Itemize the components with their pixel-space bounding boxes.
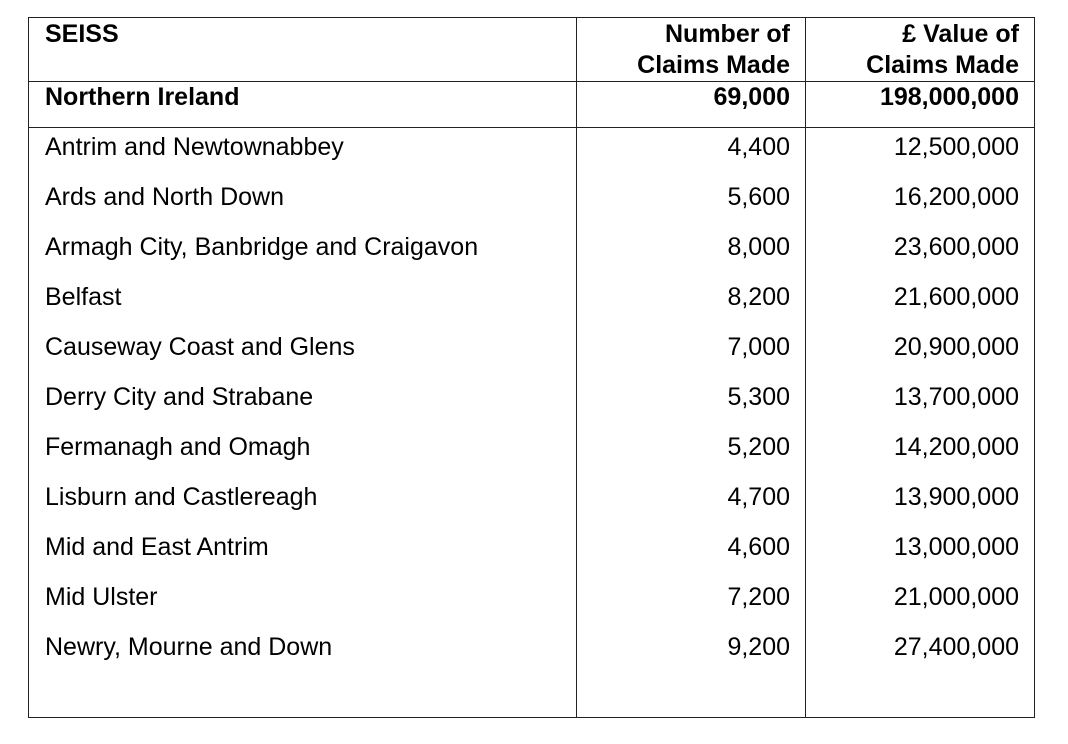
council-value: 20,900,000 [806, 328, 1035, 378]
council-value: 23,600,000 [806, 228, 1035, 278]
table-row [29, 128, 1035, 179]
council-claims: 8,000 [577, 228, 806, 278]
table-row [29, 378, 1035, 428]
council-value: 12,500,000 [806, 128, 1035, 179]
council-claims: 5,200 [577, 428, 806, 478]
council-claims: 5,300 [577, 378, 806, 428]
council-claims: 9,200 [577, 628, 806, 678]
council-value: 13,000,000 [806, 528, 1035, 578]
empty-cell [806, 678, 1035, 718]
table-row [29, 628, 1035, 678]
table-row [29, 278, 1035, 328]
header-number-of-claims: Number of Claims Made [577, 18, 806, 82]
seiss-claims-table [28, 17, 1035, 718]
table-row [29, 328, 1035, 378]
total-value: 198,000,000 [806, 82, 1035, 128]
council-name: Mid Ulster [29, 578, 577, 628]
total-name: Northern Ireland [29, 82, 577, 128]
council-name: Ards and North Down [29, 178, 577, 228]
council-name: Derry City and Strabane [29, 378, 577, 428]
council-claims: 4,400 [577, 128, 806, 179]
council-name: Belfast [29, 278, 577, 328]
header-value-of-claims: £ Value of Claims Made [806, 18, 1035, 82]
table-row [29, 428, 1035, 478]
council-value: 13,700,000 [806, 378, 1035, 428]
header-row [29, 18, 1035, 82]
empty-row [29, 678, 1035, 718]
table-row [29, 178, 1035, 228]
council-name: Armagh City, Banbridge and Craigavon [29, 228, 577, 278]
council-name: Fermanagh and Omagh [29, 428, 577, 478]
council-claims: 4,700 [577, 478, 806, 528]
council-value: 13,900,000 [806, 478, 1035, 528]
council-name: Causeway Coast and Glens [29, 328, 577, 378]
council-value: 16,200,000 [806, 178, 1035, 228]
header-label: SEISS [29, 18, 577, 82]
council-claims: 7,200 [577, 578, 806, 628]
table-row [29, 578, 1035, 628]
table-row [29, 528, 1035, 578]
empty-cell [29, 678, 577, 718]
council-claims: 8,200 [577, 278, 806, 328]
table-row [29, 228, 1035, 278]
empty-cell [577, 678, 806, 718]
total-row [29, 82, 1035, 128]
council-claims: 5,600 [577, 178, 806, 228]
council-name: Antrim and Newtownabbey [29, 128, 577, 179]
council-claims: 4,600 [577, 528, 806, 578]
total-claims: 69,000 [577, 82, 806, 128]
council-name: Lisburn and Castlereagh [29, 478, 577, 528]
table-row [29, 478, 1035, 528]
council-value: 21,600,000 [806, 278, 1035, 328]
council-value: 27,400,000 [806, 628, 1035, 678]
council-name: Newry, Mourne and Down [29, 628, 577, 678]
council-value: 14,200,000 [806, 428, 1035, 478]
council-claims: 7,000 [577, 328, 806, 378]
council-name: Mid and East Antrim [29, 528, 577, 578]
council-value: 21,000,000 [806, 578, 1035, 628]
